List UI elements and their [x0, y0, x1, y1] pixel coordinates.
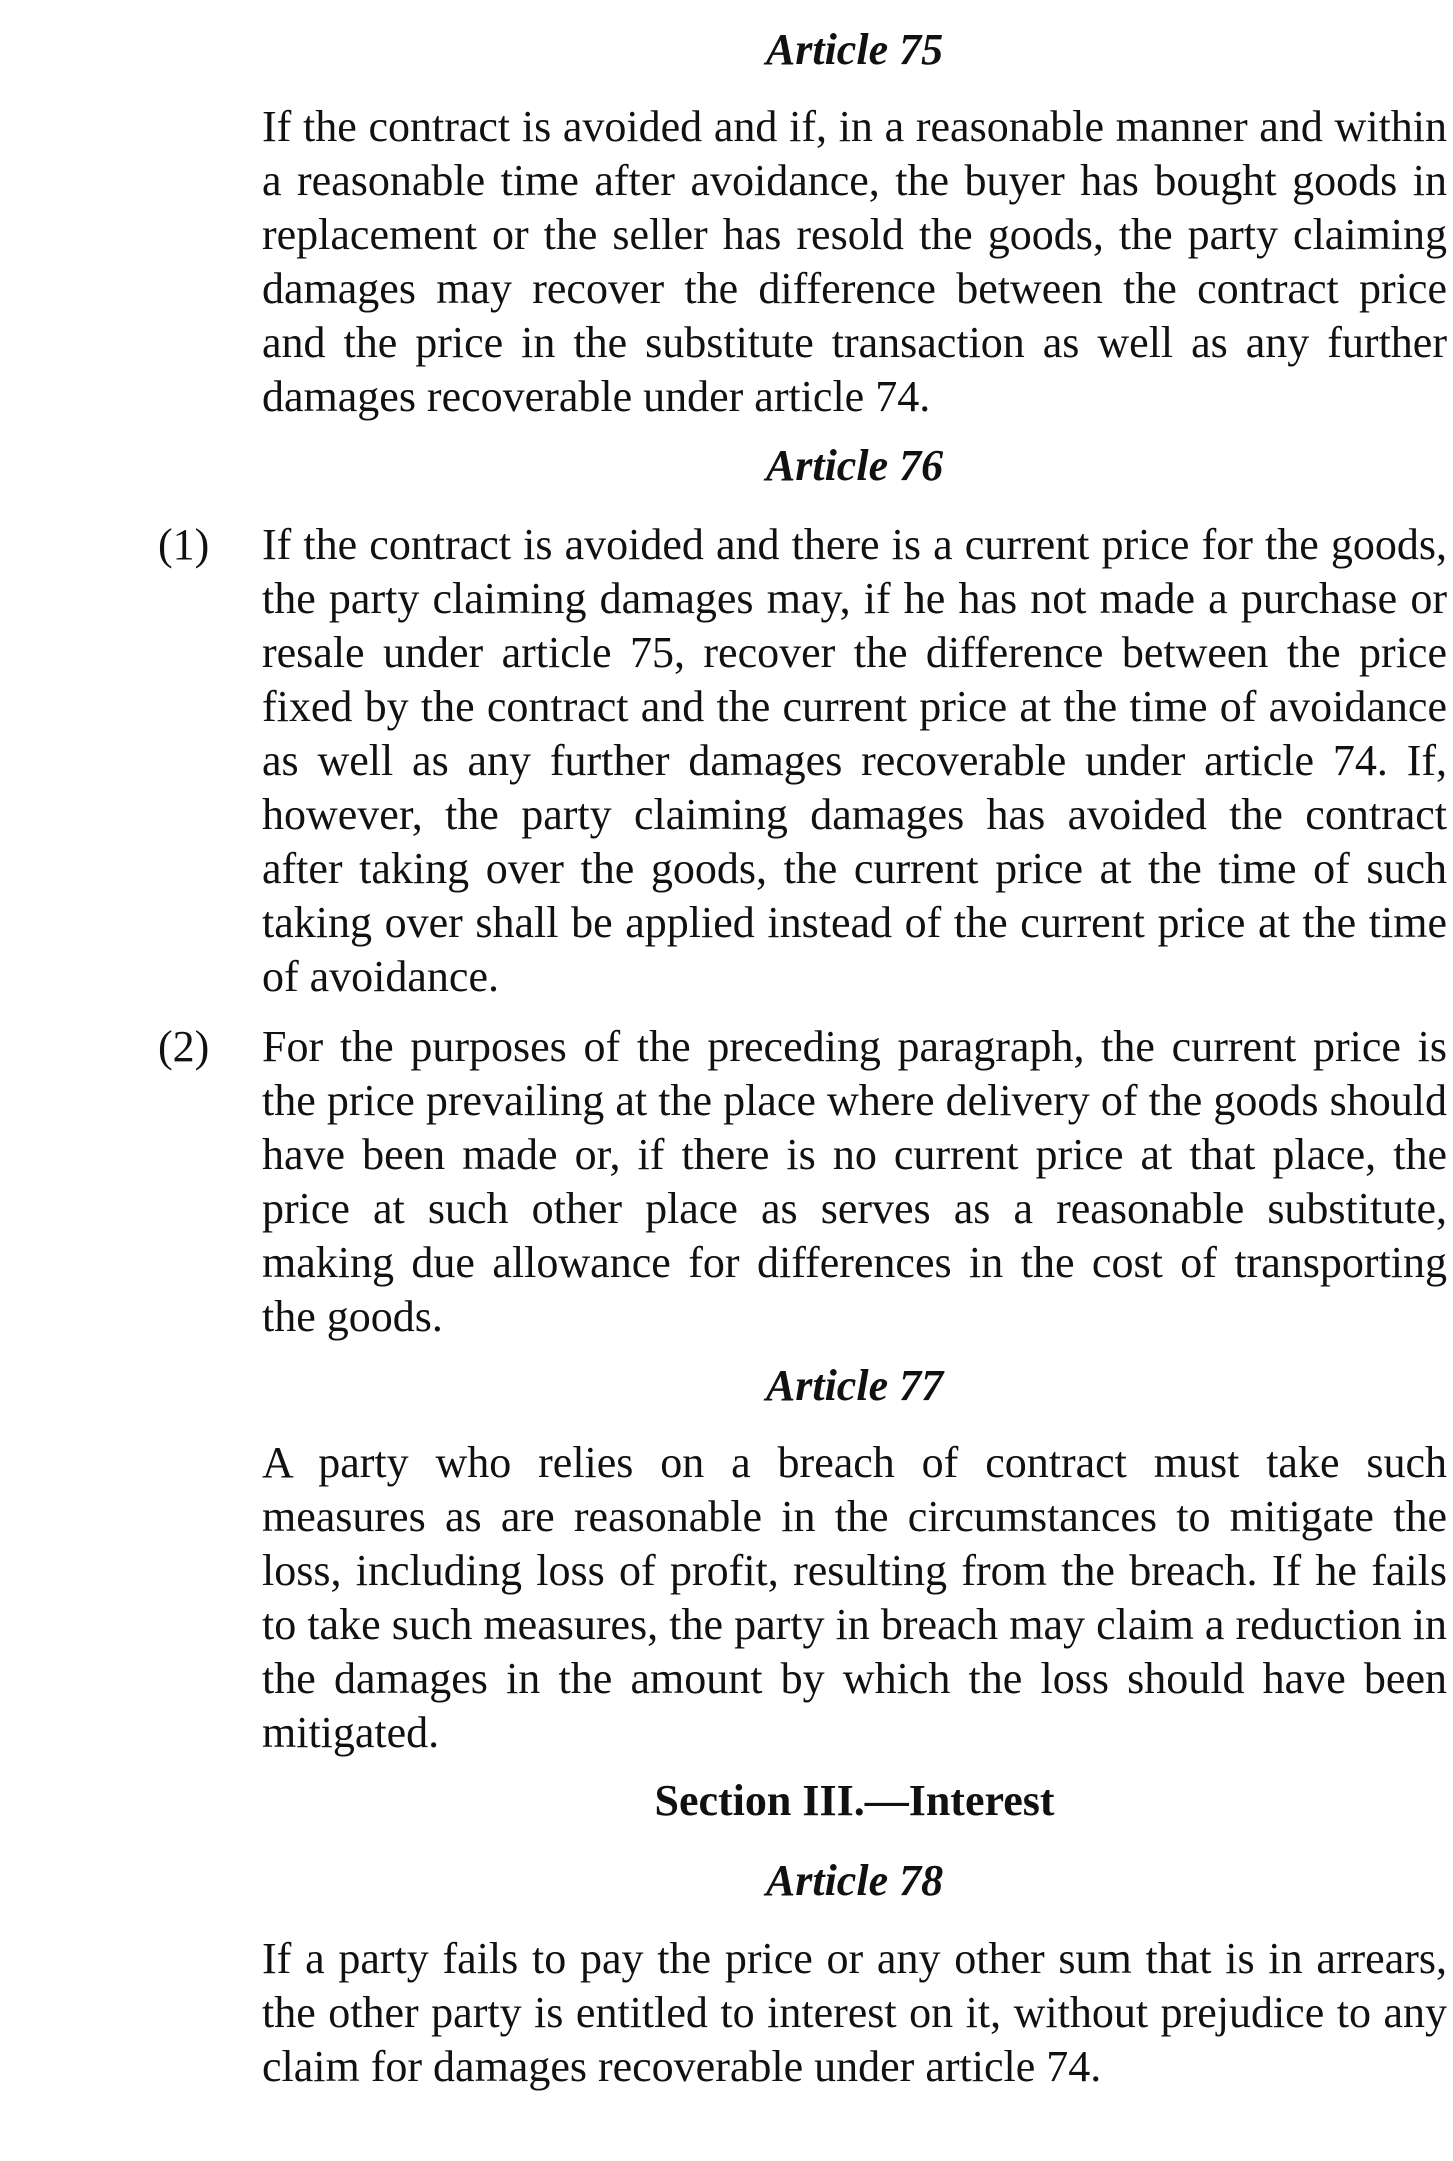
article-75-text: If the contract is avoided and if, in a reasonable manner and within a reasonable time after avoidance, the buyer has bought goods in replacement or the seller has resold the goods, the party claiming damages may recover the difference between the contract price and the price in the substitute transaction as well as any further damages recoverable under article 74. [262, 102, 1447, 421]
article-76-paragraph-2-text: For the purposes of the preceding paragraph, the current price is the price prevailing at the place where delivery of the goods should have been made or, if there is no current price at that place, the price at such other place as serves as a reasonable substitute, making due allowance for differences in the cost of transporting the goods. [262, 1022, 1447, 1341]
article-76-paragraph-2-number: (2) [158, 1022, 210, 1071]
article-76-paragraph-1-text: If the contract is avoided and there is a current price for the goods, the party claiming damages may, if he has not made a purchase or resale under article 75, recover the difference between the price fixed by the contract and the current price at the time of avoidance as well as any further damages recoverable under article 74. If, however, the party claiming damages has avoided the contract after taking over the goods, the current price at the time of such taking over shall be applied instead of the current price at the time of avoidance. [262, 520, 1447, 1001]
article-77-text: A party who relies on a breach of contract must take such measures as are reasonable in the circumstances to mitigate the loss, including loss of profit, resulting from the breach. If he fails to take such measures, the party in breach may claim a reduction in the damages in the amount by which the loss should have been mitigated. [262, 1438, 1447, 1757]
section-3-heading: Section III.—Interest [654, 1776, 1055, 1825]
article-78-text: If a party fails to pay the price or any other sum that is in arrears, the other party is entitled to interest on it, without prejudice to any claim for damages recoverable under article 74. [262, 1934, 1447, 2091]
article-78-heading: Article 78 [765, 1856, 944, 1905]
article-76-paragraph-1-number: (1) [158, 520, 210, 569]
article-75-heading: Article 75 [765, 25, 944, 74]
article-77-heading: Article 77 [765, 1361, 944, 1410]
article-76-heading: Article 76 [765, 441, 944, 490]
